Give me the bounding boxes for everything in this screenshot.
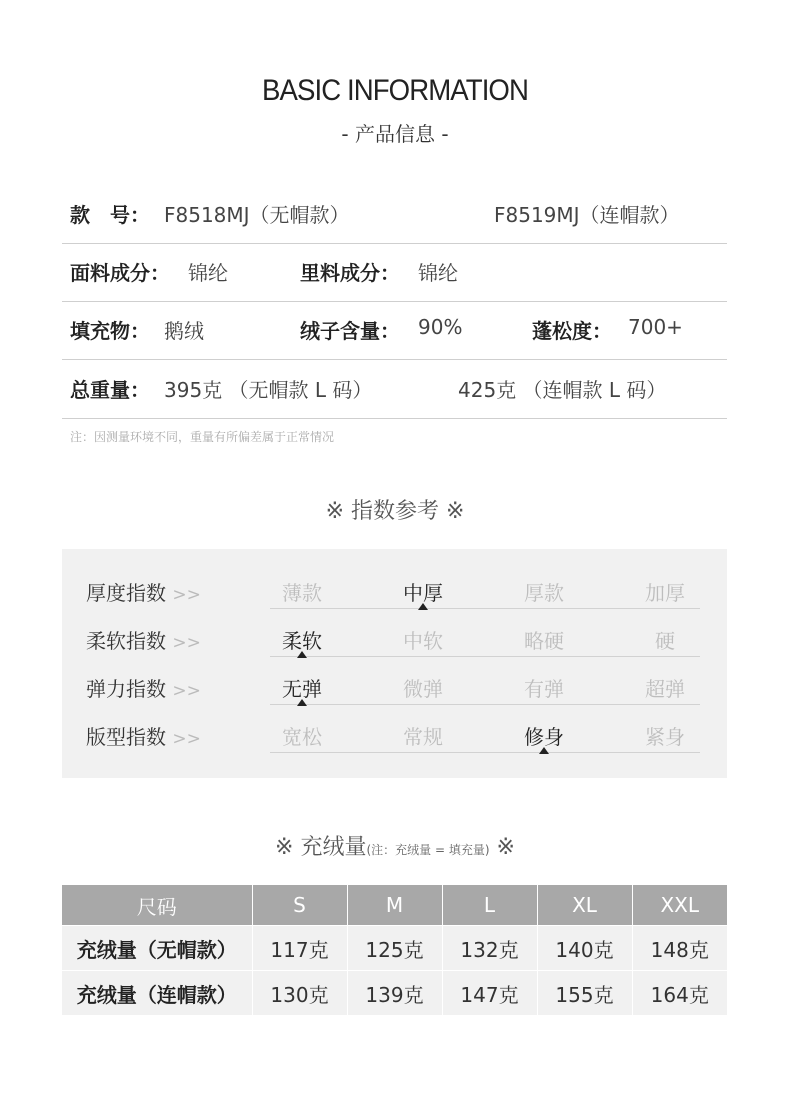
fill-title-end: ※ xyxy=(496,835,515,860)
table-header-cell: M xyxy=(347,885,442,926)
filling-value: 鹅绒 xyxy=(164,319,204,343)
table-row xyxy=(62,926,727,971)
table-cell: 164克 xyxy=(632,971,727,1016)
info-row-filling xyxy=(62,301,727,360)
filling-label: 填充物： xyxy=(70,319,150,343)
index-option: 薄款 xyxy=(282,581,322,605)
index-scale-line xyxy=(270,656,700,657)
weight-label: 总重量： xyxy=(70,378,150,402)
title-chinese: - 产品信息 - xyxy=(341,122,449,146)
index-panel xyxy=(62,549,727,778)
lining-value: 锦纶 xyxy=(418,261,458,285)
index-row xyxy=(62,661,727,709)
index-row xyxy=(62,709,727,757)
index-row-name xyxy=(86,577,201,606)
index-row-label: 厚度指数 xyxy=(86,581,166,605)
lining-label: 里料成分： xyxy=(300,261,400,285)
index-option: 中软 xyxy=(403,629,443,653)
fabric-value: 锦纶 xyxy=(188,261,228,285)
fill-amount-table xyxy=(62,885,727,1015)
index-option: 柔软 xyxy=(282,629,322,653)
table-cell: 132克 xyxy=(442,926,537,971)
fill-title-main: ※ 充绒量 xyxy=(275,835,367,860)
index-scale-line xyxy=(270,752,700,753)
selected-marker-icon xyxy=(418,603,428,610)
index-option: 超弹 xyxy=(645,677,685,701)
index-option: 宽松 xyxy=(282,725,322,749)
table-cell: 125克 xyxy=(347,926,442,971)
index-row-name xyxy=(86,625,201,654)
style-value-hooded: F8519MJ（连帽款） xyxy=(494,203,680,227)
index-option: 加厚 xyxy=(645,581,685,605)
weight-note: 注：因测量环境不同，重量有所偏差属于正常情况 xyxy=(70,430,335,444)
index-option: 有弹 xyxy=(524,677,564,701)
index-scale-line xyxy=(270,608,700,609)
index-option: 微弹 xyxy=(403,677,443,701)
selected-marker-icon xyxy=(539,747,549,754)
table-header-cell: XL xyxy=(537,885,632,926)
table-cell: 130克 xyxy=(252,971,347,1016)
table-cell: 140克 xyxy=(537,926,632,971)
index-option: 修身 xyxy=(524,725,564,749)
index-scale-line xyxy=(270,704,700,705)
index-row-name xyxy=(86,721,201,750)
style-value-no-hood: F8518MJ（无帽款） xyxy=(164,203,350,227)
fill-power-value: 700+ xyxy=(628,315,683,339)
table-cell: 139克 xyxy=(347,971,442,1016)
index-row-name xyxy=(86,673,201,702)
info-row-weight xyxy=(62,360,727,419)
table-row xyxy=(62,971,727,1016)
index-option: 厚款 xyxy=(524,581,564,605)
double-arrow-icon: >> xyxy=(172,681,201,701)
weight-value-hooded: 425克 （连帽款 L 码） xyxy=(458,378,667,402)
double-arrow-icon: >> xyxy=(172,585,201,605)
index-row xyxy=(62,565,727,613)
table-cell: 147克 xyxy=(442,971,537,1016)
table-header-cell: XXL xyxy=(632,885,727,926)
table-cell: 155克 xyxy=(537,971,632,1016)
index-row-label: 柔软指数 xyxy=(86,629,166,653)
style-label: 款 号： xyxy=(70,203,150,227)
index-option: 常规 xyxy=(403,725,443,749)
index-option: 无弹 xyxy=(282,677,322,701)
table-header-cell: L xyxy=(442,885,537,926)
table-header-cell: 尺码 xyxy=(62,885,252,926)
info-row-style xyxy=(62,185,727,244)
selected-marker-icon xyxy=(297,699,307,706)
double-arrow-icon: >> xyxy=(172,633,201,653)
info-row-fabric xyxy=(62,243,727,302)
fill-power-label: 蓬松度： xyxy=(532,319,612,343)
table-row-label: 充绒量（连帽款） xyxy=(62,971,252,1016)
index-option: 紧身 xyxy=(645,725,685,749)
down-content-value: 90% xyxy=(418,315,463,339)
double-arrow-icon: >> xyxy=(172,729,201,749)
fill-section-title xyxy=(0,830,790,861)
title-english: BASIC INFORMATION xyxy=(262,74,528,107)
table-row-label: 充绒量（无帽款） xyxy=(62,926,252,971)
index-option: 硬 xyxy=(655,629,675,653)
table-cell: 117克 xyxy=(252,926,347,971)
table-cell: 148克 xyxy=(632,926,727,971)
table-header-row xyxy=(62,885,727,926)
index-section-title: ※ 指数参考 ※ xyxy=(325,499,465,524)
fabric-label: 面料成分： xyxy=(70,261,170,285)
table-header-cell: S xyxy=(252,885,347,926)
weight-value-no-hood: 395克 （无帽款 L 码） xyxy=(164,378,373,402)
index-option: 中厚 xyxy=(403,581,443,605)
index-row-label: 弹力指数 xyxy=(86,677,166,701)
index-row xyxy=(62,613,727,661)
fill-title-note: (注：充绒量 = 填充量) xyxy=(366,843,490,857)
down-content-label: 绒子含量： xyxy=(300,319,400,343)
index-row-label: 版型指数 xyxy=(86,725,166,749)
index-option: 略硬 xyxy=(524,629,564,653)
selected-marker-icon xyxy=(297,651,307,658)
